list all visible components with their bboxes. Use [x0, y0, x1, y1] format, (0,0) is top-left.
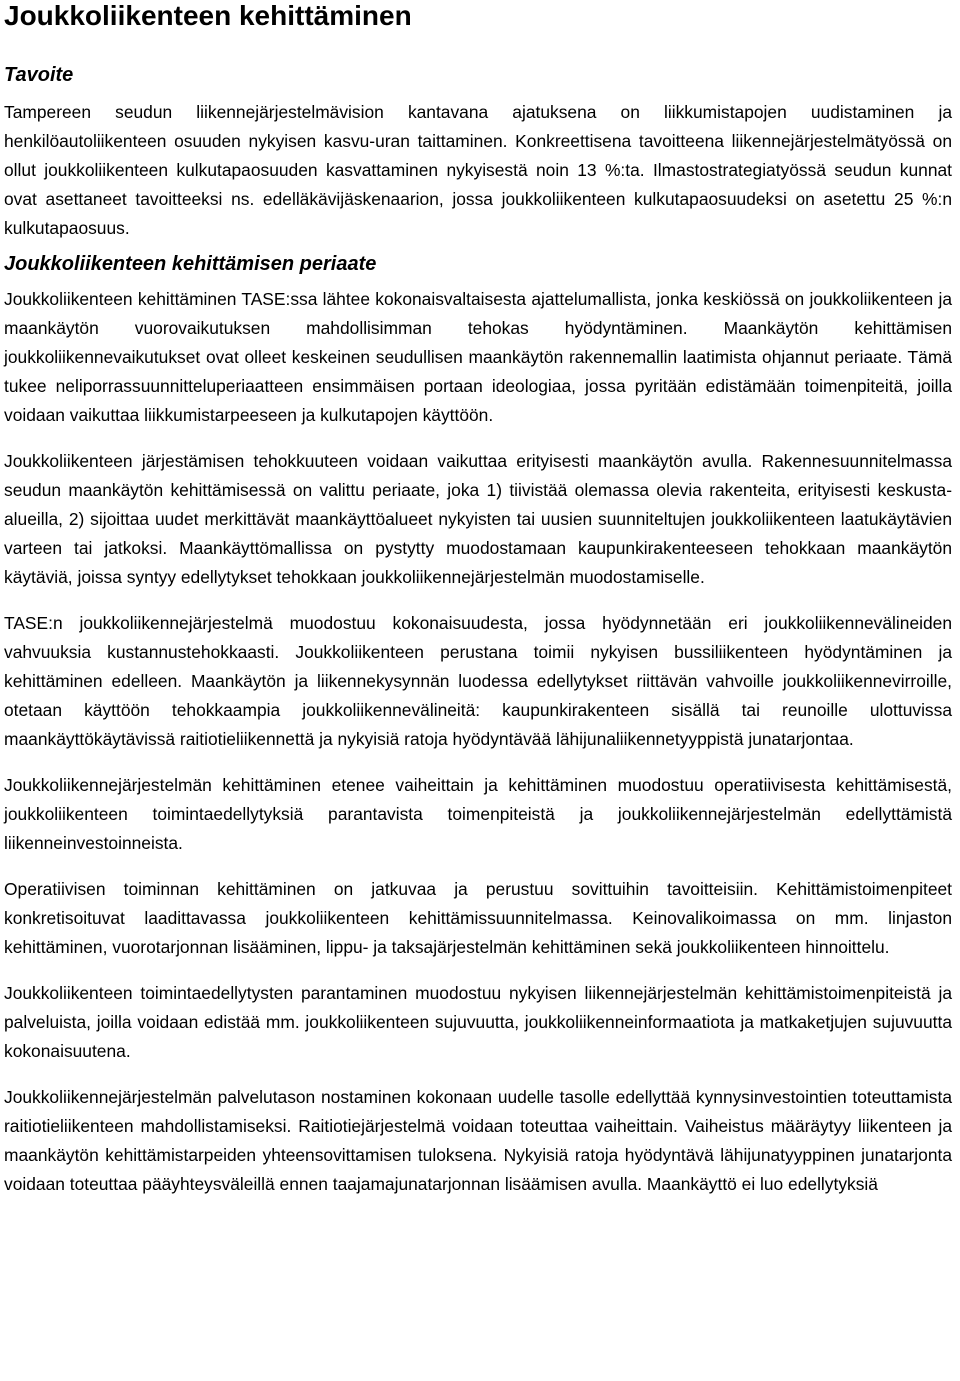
principle-paragraph-4: Joukkoliikennejärjestelmän kehittäminen etenee vaiheittain ja kehittäminen muodostuu operatiivisesta kehittämisestä, joukkoliikenteen toimintaedellytyksiä parantavista toimenpiteistä ja joukkoliikennejärjestelmän edellyttämistä liikenneinvestoinneista. — [4, 775, 952, 853]
principle-paragraph-3: TASE:n joukkoliikennejärjestelmä muodostuu kokonaisuudesta, jossa hyödynnetään eri joukkoliikennevälineiden vahvuuksia kustannustehokkaasti. Joukkoliikenteen perustana toimii nykyisen bussiliikenteen hyödyntäminen ja kehittäminen edelleen. Maankäytön ja liikennekysynnän luodessa edellytykset riittävän vahvoille joukkoliikennevirroille, otetaan käyttöön tehokkaampia joukkoliikennevälineitä: kaupunkirakenteen sisällä tai reunoille ulottuvissa maankäyttökäytävissä raitiotieliikennettä ja nykyisiä ratoja hyödyntävää lähijunaliikennetyyppistä junatarjontaa. — [4, 613, 952, 749]
goal-paragraph: Tampereen seudun liikennejärjestelmävision kantavana ajatuksena on liikkumistapojen uudistaminen ja henkilöautoliikenteen osuuden nykyisen kasvu-uran taittaminen. Konkreettisena tavoitteena liikennejärjestelmätyössä on ollut joukkoliikenteen kulkutapaosuuden kasvattaminen nykyisestä noin 13 %:ta. Ilmastostrategiatyössä seudun kunnat ovat asettaneet tavoitteeksi ns. edelläkävijäskenaarion, jossa joukkoliikenteen kulkutapaosuudeksi on asetettu 25 %:n kulkutapaosuus. — [4, 102, 952, 238]
principle-paragraph-2: Joukkoliikenteen järjestämisen tehokkuuteen voidaan vaikuttaa erityisesti maankäytön avulla. Rakennesuunnitelmassa seudun maankäytön kehittämisessä on valittu periaate, joka 1) tiivistää olemassa olevia rakenteita, erityisesti keskusta-alueilla, 2) sijoittaa uudet merkittävät maankäyttöalueet nykyisten tai uusien suunniteltujen joukkoliikenteen laatukäytävien varteen tai jatkoksi. Maankäyttömallissa on pystytty muodostamaan kaupunkirakenteeseen tehokkaan maankäytön käytäviä, joissa syntyy edellytykset tehokkaan joukkoliikennejärjestelmän muodostamiselle. — [4, 451, 952, 587]
section-heading-goal: Tavoite — [4, 64, 74, 86]
principle-paragraph-7: Joukkoliikennejärjestelmän palvelutason nostaminen kokonaan uudelle tasolle edellyttää kynnysinvestointien toteuttamista raitiotieliikenteen mahdollistamiseksi. Raitiotiejärjestelmä voidaan toteuttaa vaiheittain. Vaiheistus määräytyy liikenteen ja maankäytön kehittämistarpeiden yhteensovittamisen tuloksena. Nykyisiä ratoja hyödyntävä lähijunatyyppinen junatarjonta voidaan toteuttaa pääyhteysväleillä ennen taajamajunatarjonnan lisäämisen avulla. Maankäyttö ei luo edellytyksiä — [4, 1087, 952, 1194]
principle-paragraph-5: Operatiivisen toiminnan kehittäminen on jatkuvaa ja perustuu sovittuihin tavoitteisiin. Kehittämistoimenpiteet konkretisoituvat laadittavassa joukkoliikenteen kehittämissuunnitelmassa. Keinovalikoimassa on mm. linjaston kehittäminen, vuorotarjonnan lisääminen, lippu- ja taksajärjestelmän kehittäminen sekä joukkoliikenteen hinnoittelu. — [4, 879, 952, 957]
document-title: Joukkoliikenteen kehittäminen — [4, 0, 412, 31]
section-heading-principle: Joukkoliikenteen kehittämisen periaate — [4, 253, 377, 275]
principle-paragraph-1: Joukkoliikenteen kehittäminen TASE:ssa lähtee kokonaisvaltaisesta ajattelumallista, jonka keskiössä on joukkoliikenteen ja maankäytön vuorovaikutuksen mahdollisimman tehokas hyödyntäminen. Maankäytön kehittämisen joukkoliikennevaikutukset ovat olleet keskeinen seudullisen maankäytön rakennemallin laatimista ohjannut periaate. Tämä tukee neliporrassuunnitteluperiaatteen ensimmäisen portaan ideologiaa, jossa pyritään edistämään toimenpiteitä, joilla voidaan vaikuttaa liikkumistarpeeseen ja kulkutapojen käyttöön. — [4, 289, 952, 425]
principle-paragraph-6: Joukkoliikenteen toimintaedellytysten parantaminen muodostuu nykyisen liikennejärjestelmän kehittämistoimenpiteistä ja palveluista, joilla voidaan edistää mm. joukkoliikenteen sujuvuutta, joukkoliikenneinformaatiota ja matkaketjujen sujuvuutta kokonaisuutena. — [4, 983, 952, 1061]
